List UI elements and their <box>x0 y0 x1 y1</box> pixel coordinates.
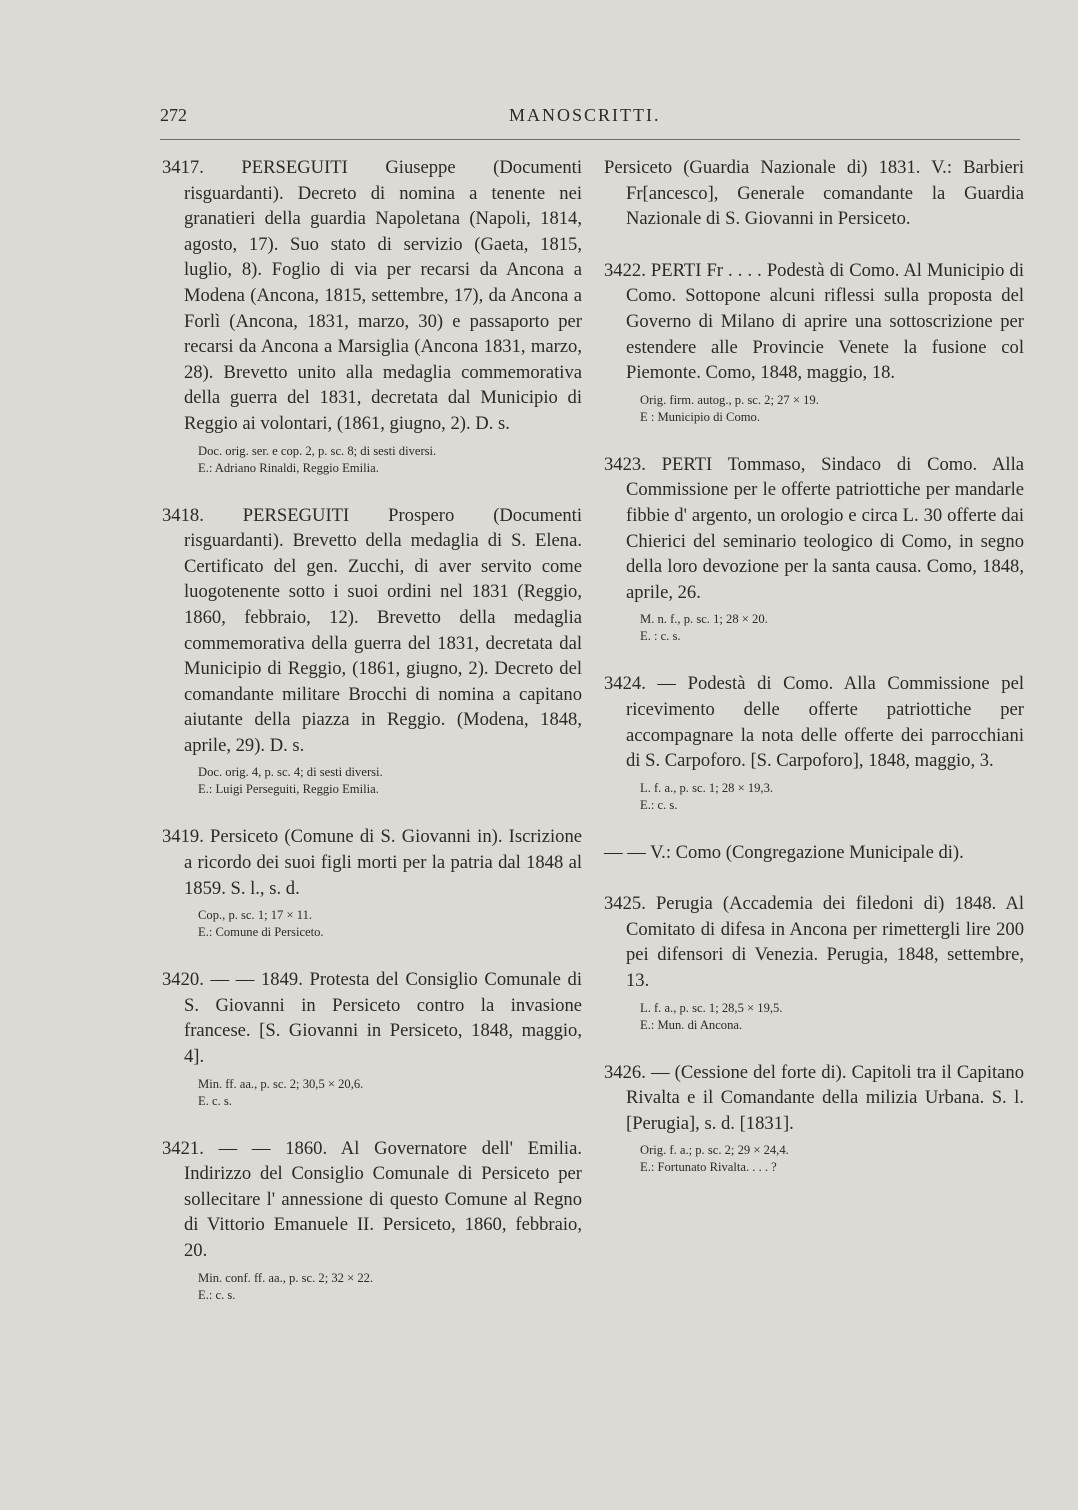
header-rule <box>160 139 1020 140</box>
entry-owner: E.: c. s. <box>198 1287 236 1302</box>
entry-owner: E. c. s. <box>198 1093 232 1108</box>
entry-note: L. f. a., p. sc. 1; 28 × 19,3. <box>640 780 774 795</box>
catalog-entry-3419 <box>162 824 582 941</box>
catalog-entry-3421 <box>162 1136 582 1304</box>
entry-owner: E : Municipio di Como. <box>640 409 760 424</box>
entry-text: 3419. Persiceto (Comune di S. Giovanni in). Iscrizione a ricordo dei suoi figli morti per la patria dal 1848 al 1859. S. l., s. d. <box>162 826 582 899</box>
running-title: MANOSCRITTI. <box>509 105 661 125</box>
entry-note: Min. ff. aa., p. sc. 2; 30,5 × 20,6. <box>198 1076 364 1091</box>
entry-text: 3422. PERTI Fr . . . . Podestà di Como. Al Municipio di Como. Sottopone alcuni riflessi sulla proposta del Governo di Milano di aprire una sottoscrizione per estendere alle Provincie Venete la fusione col Piemonte. Como, 1848, maggio, 18. <box>604 259 1024 384</box>
catalog-entry-3420 <box>162 967 582 1109</box>
entry-owner: E.: Adriano Rinaldi, Reggio Emilia. <box>198 460 379 475</box>
entry-note: Orig. firm. autog., p. sc. 2; 27 × 19. <box>640 392 819 407</box>
entry-text: 3424. — Podestà di Como. Alla Commissione pel ricevimento delle offerte patriottiche per accompagnare la nota delle offerte dei parrocchiani di S. Carpoforo. [S. Carpoforo], 1848, maggio, 3. <box>604 673 1024 772</box>
entry-note: Doc. orig. 4, p. sc. 4; di sesti diversi. <box>198 765 383 780</box>
catalog-entry-3422 <box>604 258 1024 426</box>
entry-text: 3418. PERSEGUITI Prospero (Documenti risguardanti). Brevetto della medaglia di S. Elena. Certificato del gen. Zucchi, di aver servito come luogotenente sotto i suoi ordini nel 1831 (Reggio, 1860, febbraio, 12). Brevetto della medaglia commemorativa della guerra del 1831, decretata dal Municipio di Reggio, (1861, giugno, 2). Decreto del comandante militare Brocchi di nomina a capitano aiutante della piazza in Reggio. (Modena, 1848, aprile, 29). D. s. <box>162 504 582 756</box>
entry-note: Cop., p. sc. 1; 17 × 11. <box>198 908 313 923</box>
left-column <box>162 155 582 1330</box>
entry-note: Min. conf. ff. aa., p. sc. 2; 32 × 22. <box>198 1270 374 1285</box>
entry-owner: E. : c. s. <box>640 629 681 644</box>
catalog-entry-3417 <box>162 155 582 477</box>
entry-text: 3420. — — 1849. Protesta del Consiglio Comunale di S. Giovanni in Persiceto contro la invasione francese. [S. Giovanni in Persiceto, 1848, maggio, 4]. <box>162 969 582 1068</box>
entry-text: 3425. Perugia (Accademia dei filedoni di) 1848. Al Comitato di difesa in Ancona per rimettergli lire 200 pei difensori di Venezia. Perugia, 1848, settembre, 13. <box>604 893 1024 992</box>
page-header <box>160 105 1020 135</box>
page-number: 272 <box>160 105 187 125</box>
catalog-entry-3425 <box>604 891 1024 1033</box>
entry-owner: E.: c. s. <box>640 797 678 812</box>
catalog-entry-3424 <box>604 671 1024 813</box>
entry-note: Doc. orig. ser. e cop. 2, p. sc. 8; di sesti diversi. <box>198 443 437 458</box>
entry-text: 3426. — (Cessione del forte di). Capitoli tra il Capitano Rivalta e il Comandante della milizia Urbana. S. l. [Perugia], s. d. [1831]. <box>604 1061 1024 1134</box>
entry-text: — — V.: Como (Congregazione Municipale di). <box>604 841 964 863</box>
catalog-entry-como-ref <box>604 840 1024 866</box>
entry-note: L. f. a., p. sc. 1; 28,5 × 19,5. <box>640 1000 783 1015</box>
entry-text: Persiceto (Guardia Nazionale di) 1831. V.: Barbieri Fr[ancesco], Generale comandante la Guardia Nazionale di S. Giovanni in Persiceto. <box>604 157 1024 230</box>
entry-owner: E.: Comune di Persiceto. <box>198 925 324 940</box>
entry-text: 3423. PERTI Tommaso, Sindaco di Como. Alla Commissione per le offerte patriottiche per mandarle fibbie d' argento, un orologio e circa L. 30 offerte dai Chierici del seminario teologico di Como, in segno della loro devozione per la santa causa. Como, 1848, aprile, 26. <box>604 453 1024 603</box>
entry-note: Orig. f. a.; p. sc. 2; 29 × 24,4. <box>640 1143 789 1158</box>
entry-text: 3417. PERSEGUITI Giuseppe (Documenti risguardanti). Decreto di nomina a tenente nei granatieri della guardia Napoletana (Napoli, 1814, agosto, 17). Suo stato di servizio (Gaeta, 1815, luglio, 8). Foglio di via per recarsi da Ancona a Modena (Ancona, 1815, settembre, 17), da Ancona a Forlì (Ancona, 1831, marzo, 30) e passaporto per recarsi da Ancona a Marsiglia (Ancona 1831, marzo, 28). Brevetto unito alla medaglia commemorativa della guerra del 1831, decretata dal Municipio di Reggio ai volontari, (1861, giugno, 2). D. s. <box>162 157 582 434</box>
right-column <box>604 155 1024 1202</box>
entry-text: 3421. — — 1860. Al Governatore dell' Emilia. Indirizzo del Consiglio Comunale di Persiceto per sollecitare l' annessione di questo Comune al Regno di Vittorio Emanuele II. Persiceto, 1860, febbraio, 20. <box>162 1137 582 1261</box>
entry-owner: E.: Fortunato Rivalta. . . . ? <box>640 1160 777 1175</box>
entry-owner: E.: Mun. di Ancona. <box>640 1017 743 1032</box>
catalog-entry-3426 <box>604 1060 1024 1177</box>
entry-owner: E.: Luigi Perseguiti, Reggio Emilia. <box>198 782 379 797</box>
catalog-entry-3423 <box>604 452 1024 646</box>
entry-note: M. n. f., p. sc. 1; 28 × 20. <box>640 612 768 627</box>
catalog-entry-3418 <box>162 503 582 799</box>
catalog-entry-persiceto-guardia <box>604 155 1024 232</box>
